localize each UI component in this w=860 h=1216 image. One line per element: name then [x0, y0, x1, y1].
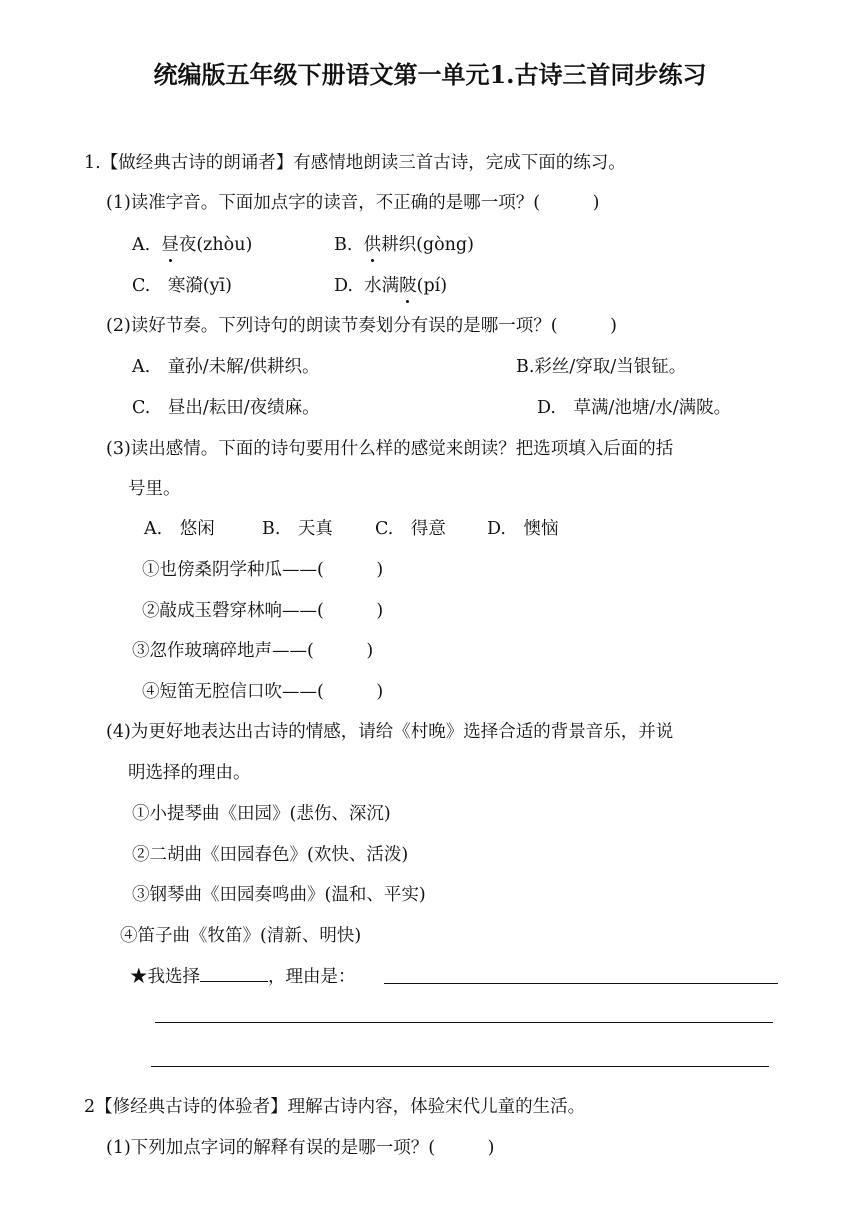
q1-p2-option-c: C. 昼出/耘田/夜绩麻。	[132, 398, 320, 418]
dotted-char: 供	[364, 232, 382, 258]
q1-p4-item-2: ②二胡曲《田园春色》(欢快、活泼)	[132, 845, 409, 865]
q1-p3-option-b: B. 天真	[262, 519, 333, 539]
reason-answer-line-2[interactable]	[155, 1022, 773, 1023]
reason-answer-line-3[interactable]	[151, 1066, 769, 1067]
q1-p2-option-d: D. 草满/池塘/水/满陂。	[537, 398, 732, 418]
q1-p4-answer-line	[130, 963, 356, 990]
q1-p3-option-c: C. 得意	[375, 519, 446, 539]
option-pre: 水满	[364, 276, 400, 296]
q1-p3-line-3: ③忽作玻璃碎地声——( )	[132, 641, 374, 661]
q1-p3-line-4: ④短笛无腔信口吹——( )	[142, 682, 384, 702]
q1-p3-stem-line1: (3)读出感情。下面的诗句要用什么样的感觉来朗读？把选项填入后面的括	[106, 439, 674, 459]
option-post: (pí)	[416, 276, 448, 296]
q1-p3-line-2: ②敲成玉磬穿林响——( )	[142, 601, 384, 621]
page-title: 统编版五年级下册语文第一单元1.古诗三首同步练习	[153, 60, 707, 89]
dotted-char: 陂	[399, 273, 417, 299]
q1-p4-stem-line2: 明选择的理由。	[128, 763, 251, 783]
q1-p1-option-b	[334, 232, 474, 258]
q1-header: 1.【做经典古诗的朗诵者】有感情地朗读三首古诗，完成下面的练习。	[84, 153, 626, 173]
q1-p1-option-c: C. 寒漪(yī)	[132, 276, 232, 296]
q1-p3-line-1: ①也傍桑阴学种瓜——( )	[142, 560, 384, 580]
dotted-char: 昼	[161, 232, 179, 258]
q1-p2-stem: (2)读好节奏。下列诗句的朗读节奏划分有误的是哪一项？( )	[106, 316, 617, 336]
q1-p1-stem: (1)读准字音。下面加点字的读音，不正确的是哪一项？( )	[106, 193, 600, 213]
option-rest: 耕织(gòng)	[381, 235, 474, 255]
q1-p2-option-a: A. 童孙/未解/供耕织。	[132, 357, 320, 377]
reason-label: ，理由是：	[268, 967, 356, 987]
option-letter: D.	[334, 276, 353, 296]
choice-blank[interactable]	[200, 963, 268, 982]
option-letter: A.	[132, 235, 151, 255]
q1-p3-option-a: A. 悠闲	[144, 519, 215, 539]
q1-p1-option-a	[132, 232, 252, 258]
option-letter: B.	[334, 235, 353, 255]
q2-header: 2【修经典古诗的体验者】理解古诗内容，体验宋代儿童的生活。	[84, 1097, 586, 1117]
option-rest: 夜(zhòu)	[178, 235, 253, 255]
choose-label: ★我选择	[130, 967, 200, 987]
q1-p1-option-d	[334, 273, 447, 299]
q1-p3-stem-line2: 号里。	[128, 479, 181, 499]
q1-p4-item-3: ③钢琴曲《田园奏鸣曲》(温和、平实)	[132, 885, 426, 905]
q1-p4-item-4: ④笛子曲《牧笛》(清新、明快)	[120, 926, 362, 946]
q1-p3-option-d: D. 懊恼	[487, 519, 559, 539]
q1-p4-item-1: ①小提琴曲《田园》(悲伤、深沉)	[132, 804, 391, 824]
reason-answer-line-1[interactable]	[384, 983, 778, 984]
q1-p4-stem-line1: (4)为更好地表达出古诗的情感，请给《村晚》选择合适的背景音乐，并说	[106, 722, 674, 742]
q2-p1-stem: (1)下列加点字词的解释有误的是哪一项？( )	[106, 1138, 495, 1158]
q1-p2-option-b: B.彩丝/穿取/当银钲。	[516, 357, 687, 377]
